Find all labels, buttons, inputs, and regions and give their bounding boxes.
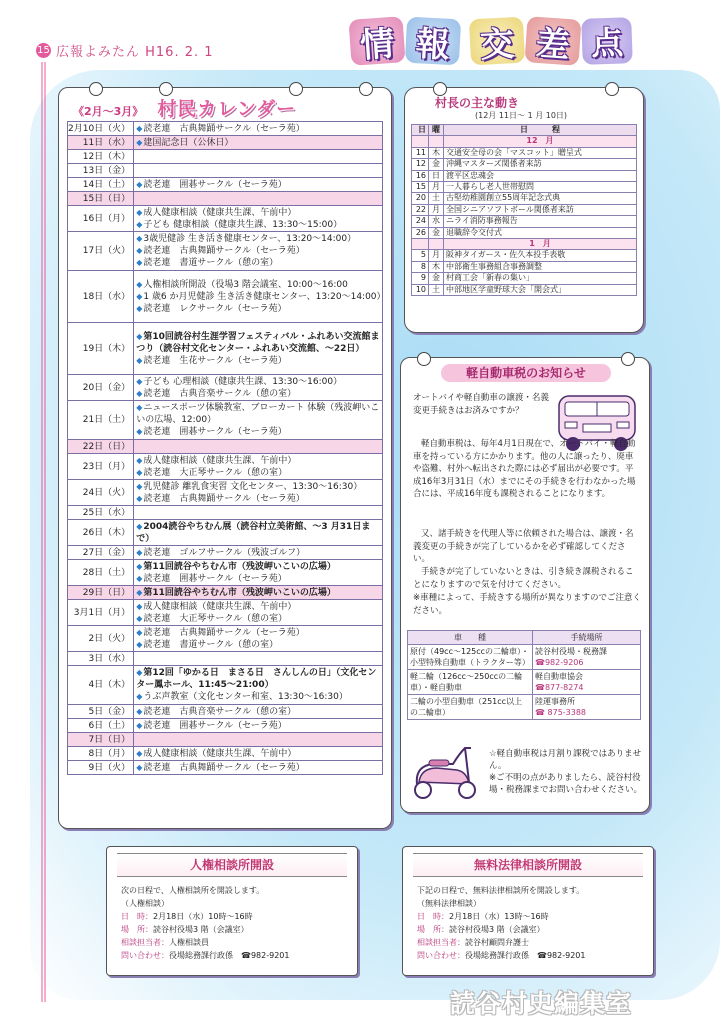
col-day: 日 <box>412 125 429 136</box>
phone-number: ☎ 875-3388 <box>535 708 587 717</box>
schedule-event: 中部地区学童野球大会「開会式」 <box>444 284 637 295</box>
calendar-event: ◆ 子ども 健康相談（健康共生課、13:30〜15:00） <box>136 219 382 231</box>
schedule-dow: 月 <box>429 182 444 193</box>
month-spacer <box>412 136 429 147</box>
calendar-event: ◆ ニュースポーツ体験教室、ブローカート 体験（残波岬いこいの広場、12:00） <box>136 402 382 426</box>
calendar-row <box>68 626 383 652</box>
calendar-events <box>134 454 383 480</box>
human-rights-sub: （人権相談） <box>121 899 169 908</box>
calendar-row <box>68 705 383 719</box>
calendar-row <box>68 323 383 375</box>
calendar-event: ◆ 読老連 大正琴サークル（憩の室） <box>136 467 382 479</box>
car-tax-table <box>407 630 641 720</box>
calendar-date: 24日（火） <box>68 480 134 506</box>
human-rights-intro: 次の日程で、人権相談所を開設します。 <box>121 886 265 895</box>
legal-intro: 下記の日程で、無料法律相談所を開設します。 <box>417 886 585 895</box>
calendar-range: 《2月〜3月》 <box>73 105 144 118</box>
calendar-events <box>134 705 383 719</box>
schedule-dow: 月 <box>429 204 444 215</box>
col-dow: 曜 <box>429 125 444 136</box>
calendar-events <box>134 232 383 271</box>
calendar-date: 18日（水） <box>68 271 134 323</box>
schedule-event: 中部衛生事務組合事務調整 <box>444 261 637 272</box>
title-char-3: 交 <box>469 17 525 66</box>
calendar-event: ◆ 第12回「ゆかる日 まさる日 さんしんの日」（文化センター鳳ホール、11:45〜21:00） <box>136 667 382 691</box>
schedule-event: 村商工会「新春の集い」 <box>444 273 637 284</box>
calendar-row <box>68 652 383 666</box>
title-char-4: 差 <box>524 16 581 66</box>
schedule-row <box>412 284 637 295</box>
schedule-dow: 木 <box>429 261 444 272</box>
table-header-row <box>408 631 641 645</box>
calendar-events <box>134 122 383 136</box>
month-spacer <box>429 136 444 147</box>
calendar-event: ◆ 読老連 囲碁サークル（セーラ苑） <box>136 720 382 732</box>
procedure-place <box>533 695 641 720</box>
calendar-events <box>134 506 383 520</box>
calendar-row <box>68 480 383 506</box>
calendar-row <box>68 401 383 440</box>
calendar-date: 3日（水） <box>68 652 134 666</box>
car-tax-para-3: 手続きが完了していないときは、引き続き課税されることになりますので気を付けてください。 <box>413 567 634 590</box>
calendar-event: ◆ 読老連 書道サークル（憩の室） <box>136 257 382 269</box>
calendar-event: ◆ 建国記念日（公休日） <box>136 137 382 149</box>
calendar-row <box>68 520 383 546</box>
calendar-date: 28日（土） <box>68 560 134 586</box>
schedule-row <box>412 204 637 215</box>
calendar-event: ◆ 成人健康相談（健康共生課、午前中） <box>136 748 382 760</box>
legal-consultation <box>402 846 654 976</box>
human-rights-person: 相談担当者：人権相談員 <box>121 938 209 947</box>
calendar-event: ◆ 読老連 古典舞踊サークル（セーラ苑） <box>136 245 382 257</box>
calendar-event: ◆ 読老連 書道サークル（憩の室） <box>136 639 382 651</box>
schedule-day: 11 <box>412 147 429 158</box>
schedule-day: 12 <box>412 159 429 170</box>
calendar-date: 9日（火） <box>68 761 134 775</box>
schedule-event: 渡平区忠魂会 <box>444 170 637 181</box>
human-rights-place: 場 所：読谷村役場3 階（会議室） <box>121 925 249 934</box>
calendar-events <box>134 652 383 666</box>
calendar-date: 17日（火） <box>68 232 134 271</box>
calendar-date: 15日（日） <box>68 192 134 206</box>
table-header-row <box>412 125 637 136</box>
car-tax-title: 軽自動車税のお知らせ <box>441 364 611 382</box>
schedule-event: 阪神タイガース・佐久本投手表敬 <box>444 250 637 261</box>
human-rights-date: 日 時：2月18日（水）10時〜16時 <box>121 912 253 921</box>
title-char-2: 報 <box>405 17 461 66</box>
calendar-events <box>134 178 383 192</box>
schedule-day: 20 <box>412 193 429 204</box>
place-name: 軽自動車協会 <box>535 672 583 681</box>
binder-ring <box>621 352 635 366</box>
procedure-place <box>533 670 641 695</box>
schedule-row <box>412 250 637 261</box>
calendar-events <box>134 192 383 206</box>
car-tax-para-2: 又、諸手続きを代理人等に依頼された場合は、譲渡・名義変更の手続きが完了しているかを必ず確認してください。 <box>413 529 634 564</box>
vehicle-type: 二輪の小型自動車（251cc以上の二輪車） <box>408 695 533 720</box>
legal-date: 日 時：2月18日（水）13時〜16時 <box>417 912 549 921</box>
schedule-row <box>412 170 637 181</box>
legal-place: 場 所：読谷村役場3 階（会議室） <box>417 925 545 934</box>
calendar-events <box>134 666 383 705</box>
schedule-day: 10 <box>412 284 429 295</box>
col-vehicle-type: 車 種 <box>408 631 533 645</box>
calendar-events <box>134 150 383 164</box>
car-tax-note-2: ※ご不明の点がありましたら、読谷村役場・税務課までお問い合わせください。 <box>489 773 643 795</box>
calendar-row <box>68 375 383 401</box>
calendar-events <box>134 733 383 747</box>
calendar-row <box>68 136 383 150</box>
schedule-dow: 金 <box>429 273 444 284</box>
calendar-row <box>68 150 383 164</box>
calendar-events <box>134 546 383 560</box>
schedule-row <box>412 193 637 204</box>
calendar-date: 26日（木） <box>68 520 134 546</box>
schedule-event: ニライ消防事務報告 <box>444 216 637 227</box>
schedule-dow: 日 <box>429 170 444 181</box>
calendar-events <box>134 719 383 733</box>
calendar-row <box>68 506 383 520</box>
village-head-subtitle: (12月 11日〜 1 月 10日) <box>475 111 568 120</box>
calendar-row <box>68 600 383 626</box>
calendar-row <box>68 440 383 454</box>
calendar-date: 4日（木） <box>68 666 134 705</box>
calendar-date: 3月1日（月） <box>68 600 134 626</box>
calendar-events <box>134 626 383 652</box>
calendar-date: 8日（月） <box>68 747 134 761</box>
calendar-events <box>134 560 383 586</box>
calendar-date: 27日（金） <box>68 546 134 560</box>
calendar-row <box>68 232 383 271</box>
calendar-event: ◆ 子ども 心理相談（健康共生課、13:30〜16:00） <box>136 376 382 388</box>
scooter-illustration <box>407 736 485 804</box>
month-label: 12 月 <box>444 136 637 147</box>
side-line <box>36 62 56 1002</box>
calendar-row <box>68 271 383 323</box>
month-label: 1 月 <box>444 239 637 250</box>
title-char-5: 点 <box>581 17 633 65</box>
calendar-date: 23日（月） <box>68 454 134 480</box>
village-head-schedule <box>404 87 644 333</box>
calendar-event: ◆ 読老連 古典舞踊サークル（セーラ苑） <box>136 493 382 505</box>
schedule-row <box>412 159 637 170</box>
schedule-event: 一人暮らし老人世帯慰問 <box>444 182 637 193</box>
calendar-events <box>134 136 383 150</box>
calendar-row <box>68 178 383 192</box>
calendar-event: ◆ 読老連 大正琴サークル（憩の室） <box>136 613 382 625</box>
calendar-header <box>73 94 296 121</box>
human-rights-consultation <box>106 846 358 976</box>
month-spacer <box>412 239 429 250</box>
calendar-event: ◆ 読老連 古典舞踊サークル（セーラ苑） <box>136 762 382 774</box>
calendar-events <box>134 520 383 546</box>
schedule-day: 15 <box>412 182 429 193</box>
calendar-row <box>68 164 383 178</box>
calendar-event: ◆ 3歳児健診 生き活き健康センター、13:20〜14:00） <box>136 233 382 245</box>
calendar-events <box>134 375 383 401</box>
binder-ring <box>359 82 373 96</box>
calendar-row <box>68 192 383 206</box>
schedule-day: 8 <box>412 261 429 272</box>
calendar-event: ◆ 人権相談所開設（役場3 階会議室、10:00〜16:00 <box>136 279 382 291</box>
vehicle-type: 原付（49cc〜125ccの二輪車）・小型特殊自動車（トラクター等） <box>408 645 533 670</box>
car-tax-notes <box>489 748 643 796</box>
calendar-date: 6日（土） <box>68 719 134 733</box>
page-number: 15 <box>37 45 50 56</box>
schedule-dow: 金 <box>429 227 444 238</box>
calendar-events <box>134 480 383 506</box>
schedule-row <box>412 182 637 193</box>
schedule-dow: 月 <box>429 250 444 261</box>
calendar-event: ◆ 2004読谷やちむん展（読谷村立美術館、〜3 月31日まで） <box>136 521 382 545</box>
calendar-event: ◆ 成人健康相談（健康共生課、午前中） <box>136 455 382 467</box>
calendar-events <box>134 600 383 626</box>
tax-row <box>408 645 641 670</box>
car-tax-intro: オートバイや軽自動車の譲渡・名義変更手続きはお済みですか？ <box>413 393 549 416</box>
calendar-table <box>67 121 386 775</box>
schedule-dow: 木 <box>429 147 444 158</box>
place-name: 読谷村役場・税務課 <box>535 647 607 656</box>
calendar-event: ◆ 読老連 古典舞踊サークル（セーラ苑） <box>136 627 382 639</box>
legal-title: 無料法律相談所開設 <box>413 853 643 877</box>
month-row <box>412 136 637 147</box>
col-event: 日 程 <box>444 125 637 136</box>
calendar-date: 22日（日） <box>68 440 134 454</box>
car-tax-para-4: ※車種によって、手続きする場所が異なりますのでご注意ください。 <box>413 593 641 616</box>
phone-number: ☎982-9206 <box>535 658 584 667</box>
procedure-place <box>533 645 641 670</box>
calendar-date: 25日（水） <box>68 506 134 520</box>
calendar-date: 14日（土） <box>68 178 134 192</box>
calendar-events <box>134 164 383 178</box>
schedule-day: 24 <box>412 216 429 227</box>
legal-contact: 問い合わせ：役場総務課行政係 ☎982-9201 <box>417 951 586 960</box>
calendar-events <box>134 401 383 440</box>
calendar-event: ◆ 読老連 古典音楽サークル（憩の室） <box>136 706 382 718</box>
calendar-date: 11日（水） <box>68 136 134 150</box>
calendar-title: 村民カレンダー <box>157 98 297 120</box>
car-tax-notice <box>400 357 650 813</box>
car-tax-note-1: ☆軽自動車税は月割り課税ではありません。 <box>489 749 642 771</box>
month-row <box>412 239 637 250</box>
schedule-dow: 土 <box>429 193 444 204</box>
vehicle-type: 軽二輪（126cc〜250ccの二輪車）・軽自動車 <box>408 670 533 695</box>
calendar-row <box>68 122 383 136</box>
calendar-event: ◆ 読老連 囲碁サークル（セーラ苑） <box>136 179 382 191</box>
calendar-date: 12日（木） <box>68 150 134 164</box>
schedule-row <box>412 216 637 227</box>
calendar-event: ◆ 成人健康相談（健康共生課、午前中） <box>136 207 382 219</box>
calendar-event: ◆ 読老連 囲碁サークル（セーラ苑） <box>136 426 382 438</box>
human-rights-title: 人権相談所開設 <box>117 853 347 877</box>
calendar-date: 20日（金） <box>68 375 134 401</box>
calendar-event: ◆ うぶ声教室（文化センター和室、13:30〜16:30） <box>136 691 382 703</box>
calendar-row <box>68 761 383 775</box>
phone-number: ☎877-8274 <box>535 683 584 692</box>
calendar-event: ◆ 第11回読谷やちむん市（残波岬いこいの広場） <box>136 561 382 573</box>
calendar-date: 16日（月） <box>68 206 134 232</box>
calendar-row <box>68 454 383 480</box>
schedule-event: 交通安全母の会「マスコット」贈呈式 <box>444 147 637 158</box>
calendar-date: 13日（金） <box>68 164 134 178</box>
legal-person: 相談担当者：読谷村顧問弁護士 <box>417 938 529 947</box>
calendar-row <box>68 546 383 560</box>
calendar-event: ◆ 読老連 レクサークル（セーラ苑） <box>136 303 382 315</box>
schedule-row <box>412 147 637 158</box>
schedule-event: 退職辞令交付式 <box>444 227 637 238</box>
schedule-row <box>412 273 637 284</box>
village-head-title: 村長の主な動き <box>435 96 520 110</box>
calendar-event: ◆ 第11回読谷やちむん市（残波岬いこいの広場） <box>136 587 382 599</box>
schedule-dow: 金 <box>429 159 444 170</box>
calendar-row <box>68 719 383 733</box>
village-head-table <box>411 124 637 296</box>
calendar-date: 19日（木） <box>68 323 134 375</box>
schedule-event: 古堅幼稚園創立55周年記念式典 <box>444 193 637 204</box>
calendar-row <box>68 586 383 600</box>
car-tax-para-1: 軽自動車税は、毎年4月1日現在で、オートバイ・軽自動車を持っている方にかかります。他の人に譲ったり、廃車や盗難、村外へ転出された際には必ず届出が必要です。平成16年3月31日（水）までにその手続きを行わなかった場合には、平成16年度も課税されることになります。 <box>413 439 636 499</box>
calendar-date: 5日（金） <box>68 705 134 719</box>
human-rights-contact: 問い合わせ：役場総務課行政係 ☎982-9201 <box>121 951 290 960</box>
title-char-1: 情 <box>348 16 405 66</box>
calendar-row <box>68 206 383 232</box>
calendar-events <box>134 761 383 775</box>
schedule-day: 22 <box>412 204 429 215</box>
schedule-dow: 水 <box>429 216 444 227</box>
village-calendar <box>58 87 392 829</box>
col-place: 手続場所 <box>533 631 641 645</box>
calendar-row <box>68 733 383 747</box>
calendar-date: 7日（日） <box>68 733 134 747</box>
calendar-event: ◆ 成人健康相談（健康共生課、午前中） <box>136 601 382 613</box>
calendar-events <box>134 747 383 761</box>
binder-ring <box>417 352 431 366</box>
calendar-event: ◆ 1 歳6 か月児健診 生き活き健康センター、13:20〜14:00） <box>136 291 382 303</box>
calendar-row <box>68 560 383 586</box>
schedule-row <box>412 227 637 238</box>
calendar-event: ◆ 読老連 古典舞踊サークル（セーラ苑） <box>136 123 382 135</box>
publication-label: 広報よみたん H16. 2. 1 <box>56 45 214 60</box>
watermark: 読谷村史編集室 <box>450 989 633 1018</box>
calendar-date: 21日（土） <box>68 401 134 440</box>
calendar-event: ◆ 読老連 古典音楽サークル（憩の室） <box>136 388 382 400</box>
calendar-events <box>134 323 383 375</box>
calendar-event: ◆ 乳児健診 離乳食実習 文化センター、13:30〜16:30） <box>136 481 382 493</box>
calendar-events <box>134 271 386 323</box>
calendar-event: ◆ 読老連 ゴルフサークル（残波ゴルフ） <box>136 547 382 559</box>
schedule-event: 全国シニアソフトボール関係者来訪 <box>444 204 637 215</box>
calendar-date: 2日（火） <box>68 626 134 652</box>
calendar-row <box>68 747 383 761</box>
schedule-row <box>412 261 637 272</box>
calendar-row <box>68 666 383 705</box>
calendar-date: 2月10日（火） <box>68 122 134 136</box>
calendar-events <box>134 440 383 454</box>
calendar-event: ◆ 読老連 囲碁サークル（セーラ苑） <box>136 573 382 585</box>
calendar-date: 29日（日） <box>68 586 134 600</box>
schedule-day: 9 <box>412 273 429 284</box>
calendar-events <box>134 206 383 232</box>
month-spacer <box>429 239 444 250</box>
place-name: 陸運事務所 <box>535 697 575 706</box>
schedule-day: 26 <box>412 227 429 238</box>
schedule-day: 16 <box>412 170 429 181</box>
binder-ring <box>605 82 619 96</box>
calendar-event: ◆ 読老連 生花サークル（セーラ苑） <box>136 355 382 367</box>
schedule-event: 沖縄マスターズ関係者来訪 <box>444 159 637 170</box>
schedule-dow: 土 <box>429 284 444 295</box>
calendar-event: ◆ 第10回読谷村生涯学習フェスティバル・ふれあい交流館まつり（読谷村文化センター・ふれあい交流館、〜22日） <box>136 331 382 355</box>
calendar-events <box>134 586 383 600</box>
tax-row <box>408 670 641 695</box>
schedule-day: 5 <box>412 250 429 261</box>
legal-sub: （無料法律相談） <box>417 899 481 908</box>
tax-row <box>408 695 641 720</box>
